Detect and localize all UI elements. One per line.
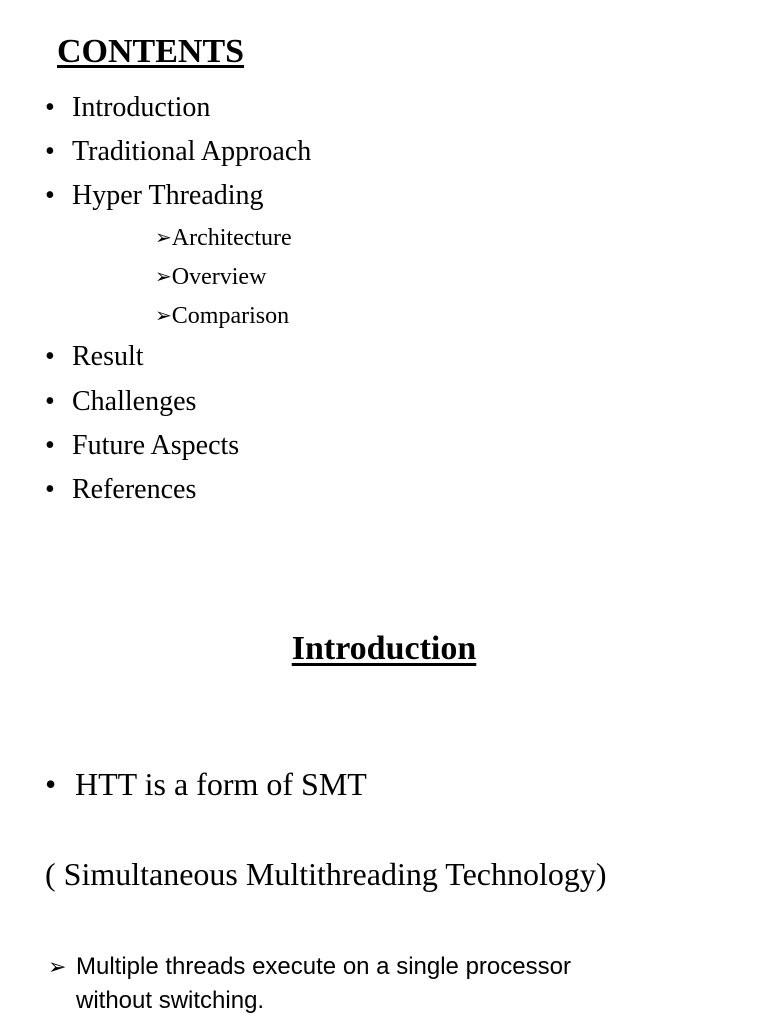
bullet-icon: •: [45, 341, 55, 372]
arrow-bullet-icon: ➢: [48, 955, 67, 980]
introduction-bullet-text: HTT is a form of SMT: [75, 766, 367, 802]
bullet-icon: •: [45, 180, 55, 211]
list-item: [45, 428, 239, 464]
bullet-icon: •: [45, 474, 55, 505]
list-item-label: References: [72, 474, 197, 505]
sub-list-item: [155, 299, 289, 332]
list-item: [45, 178, 264, 214]
sub-list-item: [155, 221, 292, 254]
introduction-heading: Introduction: [291, 630, 477, 667]
list-item-label: Traditional Approach: [72, 136, 312, 167]
introduction-bullet: [45, 764, 367, 804]
arrow-bullet-icon: ➢: [155, 264, 172, 288]
sub-list-item-label: Overview: [171, 264, 267, 290]
introduction-point: [48, 950, 748, 1017]
list-item-label: Challenges: [72, 386, 197, 417]
bullet-icon: •: [45, 92, 55, 123]
list-item-label: Future Aspects: [72, 430, 240, 461]
sub-list-item-label: Comparison: [171, 303, 290, 329]
sub-list-item-label: Architecture: [171, 225, 292, 251]
list-item: [45, 472, 196, 508]
smt-expansion: ( Simultaneous Multithreading Technology): [45, 856, 607, 892]
list-item-label: Introduction: [72, 92, 211, 123]
list-item-label: Result: [72, 341, 144, 372]
bullet-icon: •: [45, 430, 55, 461]
list-item: [45, 90, 210, 126]
list-item: [45, 134, 311, 170]
list-item: [45, 339, 144, 375]
bullet-icon: •: [45, 136, 55, 167]
introduction-point-line-2: without switching.: [76, 987, 265, 1014]
arrow-bullet-icon: ➢: [155, 303, 172, 327]
bullet-icon: •: [45, 766, 57, 802]
bullet-icon: •: [45, 386, 55, 417]
list-item: [45, 384, 196, 420]
list-item-label: Hyper Threading: [72, 180, 264, 211]
arrow-bullet-icon: ➢: [155, 225, 172, 249]
contents-heading: CONTENTS: [57, 33, 245, 70]
sub-list-item: [155, 260, 266, 293]
introduction-point-line-1: Multiple threads execute on a single processor: [76, 953, 571, 980]
